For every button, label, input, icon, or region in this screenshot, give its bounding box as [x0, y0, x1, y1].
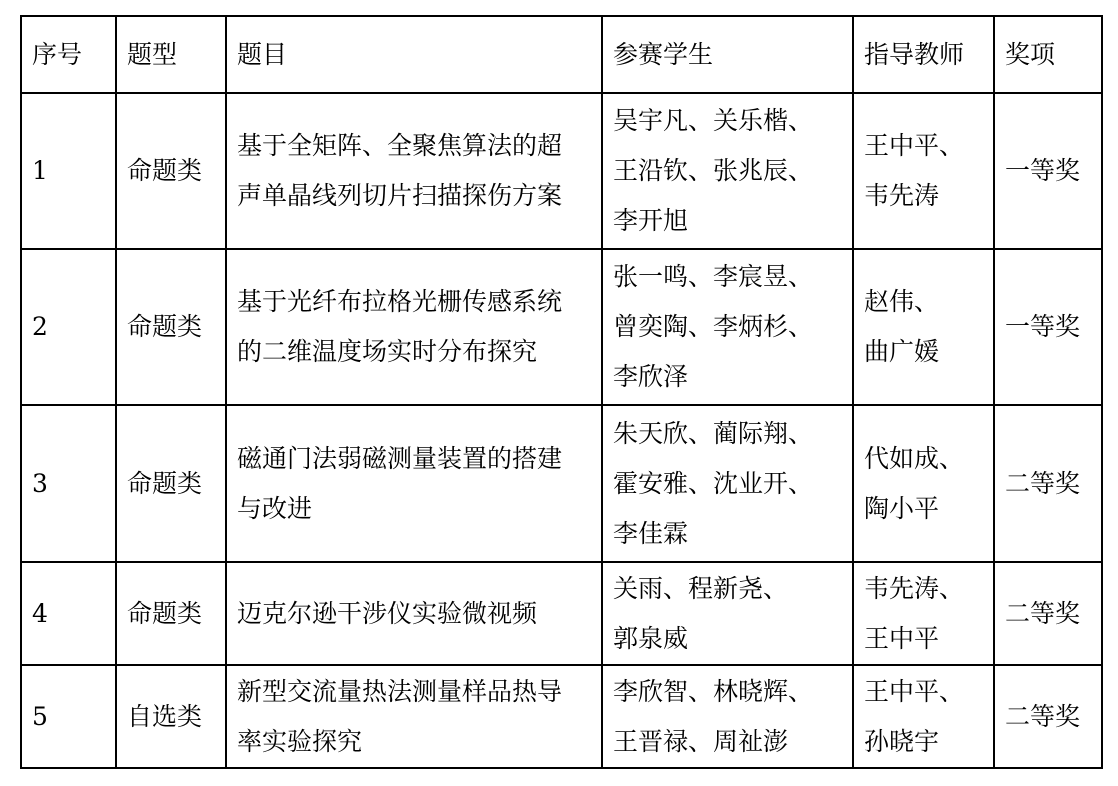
cell-award: 二等奖 [994, 665, 1102, 768]
header-award: 奖项 [994, 16, 1102, 93]
cell-advisors [853, 249, 994, 405]
students-line: 李开旭 [613, 206, 689, 235]
table-body [21, 16, 1102, 768]
title-line: 声单晶线列切片扫描探伤方案 [237, 181, 563, 210]
cell-no: 1 [21, 93, 116, 249]
cell-advisors [853, 93, 994, 249]
advisors-line: 韦先涛、 [864, 573, 965, 603]
students-line: 郭泉威 [613, 623, 689, 653]
header-students: 参赛学生 [602, 16, 853, 93]
header-no: 序号 [21, 16, 116, 93]
awards-table [20, 15, 1103, 769]
cell-students [602, 405, 853, 562]
cell-type: 命题类 [116, 249, 226, 405]
advisors-line: 曲广媛 [864, 337, 940, 366]
header-advisors: 指导教师 [853, 16, 994, 93]
table-row [21, 665, 1102, 768]
cell-students [602, 93, 853, 249]
cell-title [226, 249, 602, 405]
cell-students [602, 562, 853, 665]
table-row [21, 562, 1102, 665]
table-header-row [21, 16, 1102, 93]
students-line: 吴宇凡、关乐楷、 [613, 106, 814, 135]
table-row [21, 93, 1102, 249]
title-line: 与改进 [237, 493, 313, 523]
cell-type: 命题类 [116, 405, 226, 562]
cell-title [226, 665, 602, 768]
students-line: 张一鸣、李宸昱、 [613, 262, 814, 291]
cell-award: 一等奖 [994, 93, 1102, 249]
students-line: 王沿钦、张兆辰、 [613, 156, 814, 185]
cell-no: 2 [21, 249, 116, 405]
title-line: 基于光纤布拉格光栅传感系统 [237, 287, 563, 316]
students-line: 曾奕陶、李炳杉、 [613, 312, 814, 341]
students-line: 关雨、程新尧、 [613, 573, 789, 603]
advisors-line: 王中平、 [864, 131, 965, 160]
students-line: 李欣泽 [613, 362, 689, 391]
cell-award: 一等奖 [994, 249, 1102, 405]
title-line: 的二维温度场实时分布探究 [237, 337, 538, 366]
advisors-line: 韦先涛 [864, 181, 940, 210]
students-line: 王晋禄、周祉澎 [613, 726, 789, 756]
students-line: 李欣智、林晓辉、 [613, 676, 814, 706]
advisors-line: 陶小平 [864, 493, 940, 523]
cell-students [602, 665, 853, 768]
title-line: 迈克尔逊干涉仪实验微视频 [237, 598, 538, 628]
cell-award: 二等奖 [994, 562, 1102, 665]
students-line: 李佳霖 [613, 518, 689, 548]
advisors-line: 赵伟、 [864, 287, 940, 316]
table-row [21, 405, 1102, 562]
cell-advisors [853, 405, 994, 562]
header-type: 题型 [116, 16, 226, 93]
students-line: 朱天欣、蔺际翔、 [613, 418, 814, 448]
cell-no: 5 [21, 665, 116, 768]
header-title: 题目 [226, 16, 602, 93]
students-line: 霍安雅、沈业开、 [613, 468, 814, 498]
cell-students [602, 249, 853, 405]
title-line: 新型交流量热法测量样品热导 [237, 676, 563, 706]
cell-advisors [853, 665, 994, 768]
cell-type: 自选类 [116, 665, 226, 768]
cell-advisors [853, 562, 994, 665]
title-line: 磁通门法弱磁测量装置的搭建 [237, 443, 563, 473]
title-line: 基于全矩阵、全聚焦算法的超 [237, 131, 563, 160]
title-line: 率实验探究 [237, 726, 363, 756]
advisors-line: 孙晓宇 [864, 726, 940, 756]
advisors-line: 王中平 [864, 623, 940, 653]
cell-type: 命题类 [116, 93, 226, 249]
cell-title [226, 405, 602, 562]
cell-no: 4 [21, 562, 116, 665]
cell-title [226, 562, 602, 665]
table-row [21, 249, 1102, 405]
cell-award: 二等奖 [994, 405, 1102, 562]
cell-title [226, 93, 602, 249]
advisors-line: 王中平、 [864, 676, 965, 706]
cell-no: 3 [21, 405, 116, 562]
cell-type: 命题类 [116, 562, 226, 665]
advisors-line: 代如成、 [864, 443, 965, 473]
